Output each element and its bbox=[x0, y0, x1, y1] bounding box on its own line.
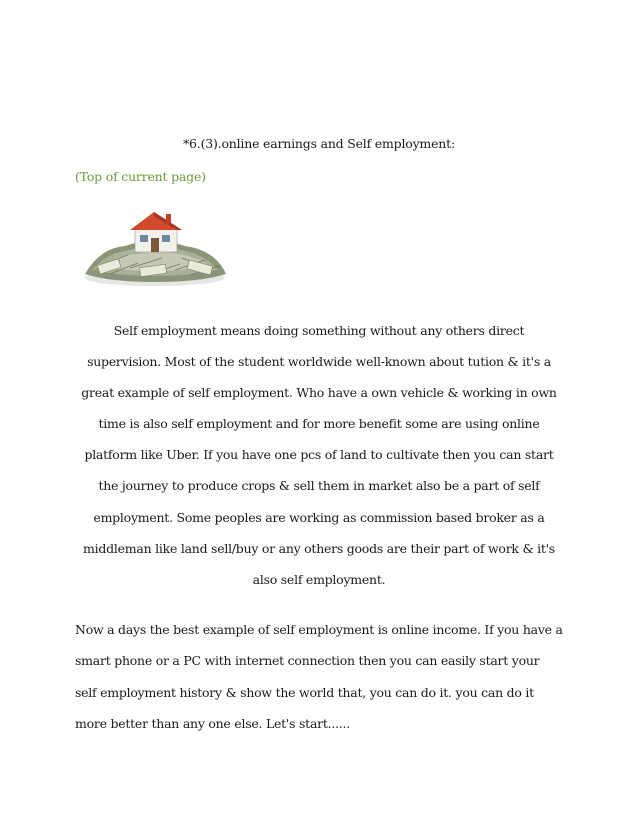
text-line: middleman like land sell/buy or any others goods are their part of work & it's bbox=[83, 540, 555, 556]
text-line: platform like Uber. If you have one pcs of land to cultivate then you can start bbox=[84, 447, 554, 463]
text-line: smart phone or a PC with internet connection then you can easily start your bbox=[75, 653, 540, 669]
text-line: supervision. Most of the student worldwide well-known about tution & it's a bbox=[87, 354, 551, 370]
text-line: the journey to produce crops & sell them in market also be a part of self bbox=[98, 478, 540, 494]
section-heading: *6.(3).online earnings and Self employment: bbox=[183, 136, 455, 151]
text-line: time is also self employment and for more benefit some are using online bbox=[98, 416, 540, 432]
text-line: great example of self employment. Who have a own vehicle & working in own bbox=[81, 385, 557, 401]
top-of-page-link[interactable]: (Top of current page) bbox=[75, 169, 206, 184]
paragraph-self-employment bbox=[68, 315, 570, 595]
text-line: also self employment. bbox=[252, 571, 386, 587]
house-on-money-pile-icon bbox=[80, 208, 230, 288]
text-line: self employment history & show the world that, you can do it. you can do it bbox=[75, 684, 534, 700]
text-line: Self employment means doing something without any others direct bbox=[113, 323, 525, 338]
text-line: Now a days the best example of self employment is online income. If you have a bbox=[75, 622, 563, 637]
text-line: more better than any one else. Let's start...... bbox=[75, 715, 350, 731]
text-line: employment. Some peoples are working as commission based broker as a bbox=[93, 509, 545, 525]
paragraph-online-income bbox=[75, 614, 575, 739]
